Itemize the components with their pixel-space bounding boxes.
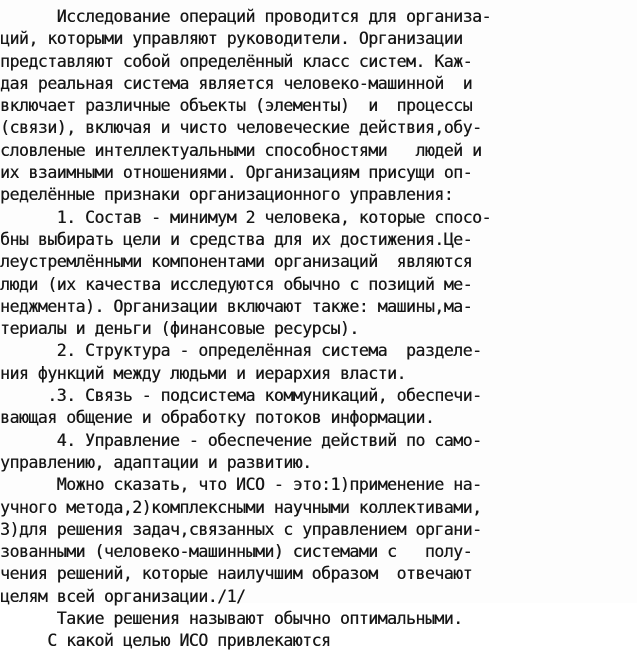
text-line: учного метода,2)комплексными научными коллективами,	[0, 497, 482, 517]
text-line: представляют собой определённый класс систем. Каж-	[0, 51, 473, 71]
text-line: Исследование операций проводится для организа-	[0, 7, 491, 26]
text-line: целям всей организации./1/	[0, 586, 246, 606]
text-line: чения решений, которые наилучшим образом отвечают	[0, 564, 473, 584]
text-line: 2. Структура - определённая система разделе-	[0, 341, 482, 361]
text-line: ций, которыми управляют руководители. Организации	[0, 29, 463, 49]
text-line: вающая общение и обработку потоков информации.	[0, 408, 435, 428]
text-line: 1. Состав - минимум 2 человека, которые спосо-	[0, 207, 491, 227]
text-line: териалы и деньги (финансовые ресурсы).	[0, 319, 359, 339]
text-line: Такие решения называют обычно оптимальными.	[0, 609, 463, 629]
text-line: включает различные объекты (элементы) и процессы	[0, 96, 473, 116]
text-line: леустремлёнными компонентами организаций являются	[0, 252, 473, 272]
text-line: словленые интеллектуальными способностями людей и	[0, 140, 482, 160]
text-line: ния функций между людьми и иерархия власти.	[0, 363, 406, 383]
text-line: управлению, адаптации и развитию.	[0, 452, 312, 472]
text-line: (связи), включая и чисто человеческие действия,обу-	[0, 118, 482, 138]
text-line: 3)для решения задач,связанных с управлением органи-	[0, 519, 482, 539]
text-body	[0, 6, 637, 651]
text-line: дая реальная система является человеко-машинной и	[0, 73, 473, 93]
text-line: Можно сказать, что ИСО - это:1)применение на-	[0, 475, 482, 495]
text-line: 4. Управление - обеспечение действий по само-	[0, 430, 482, 450]
text-line: бны выбирать цели и средства для их достижения.Це-	[0, 229, 473, 249]
text-line: неджмента). Организации включают также: машины,ма-	[0, 296, 473, 316]
text-line: ределённые признаки организационного управления:	[0, 185, 454, 205]
text-line: люди (их качества исследуются обычно с позиций ме-	[0, 274, 473, 294]
text-line: их взаимными отношениями. Организациям присущи оп-	[0, 163, 473, 183]
text-line: зованными (человеко-машинными) системами с полу-	[0, 542, 473, 562]
text-line-cut-off: С какой целью ИСО привлекаются	[0, 631, 331, 651]
text-line: .3. Связь - подсистема коммуникаций, обеспечи-	[0, 386, 482, 406]
